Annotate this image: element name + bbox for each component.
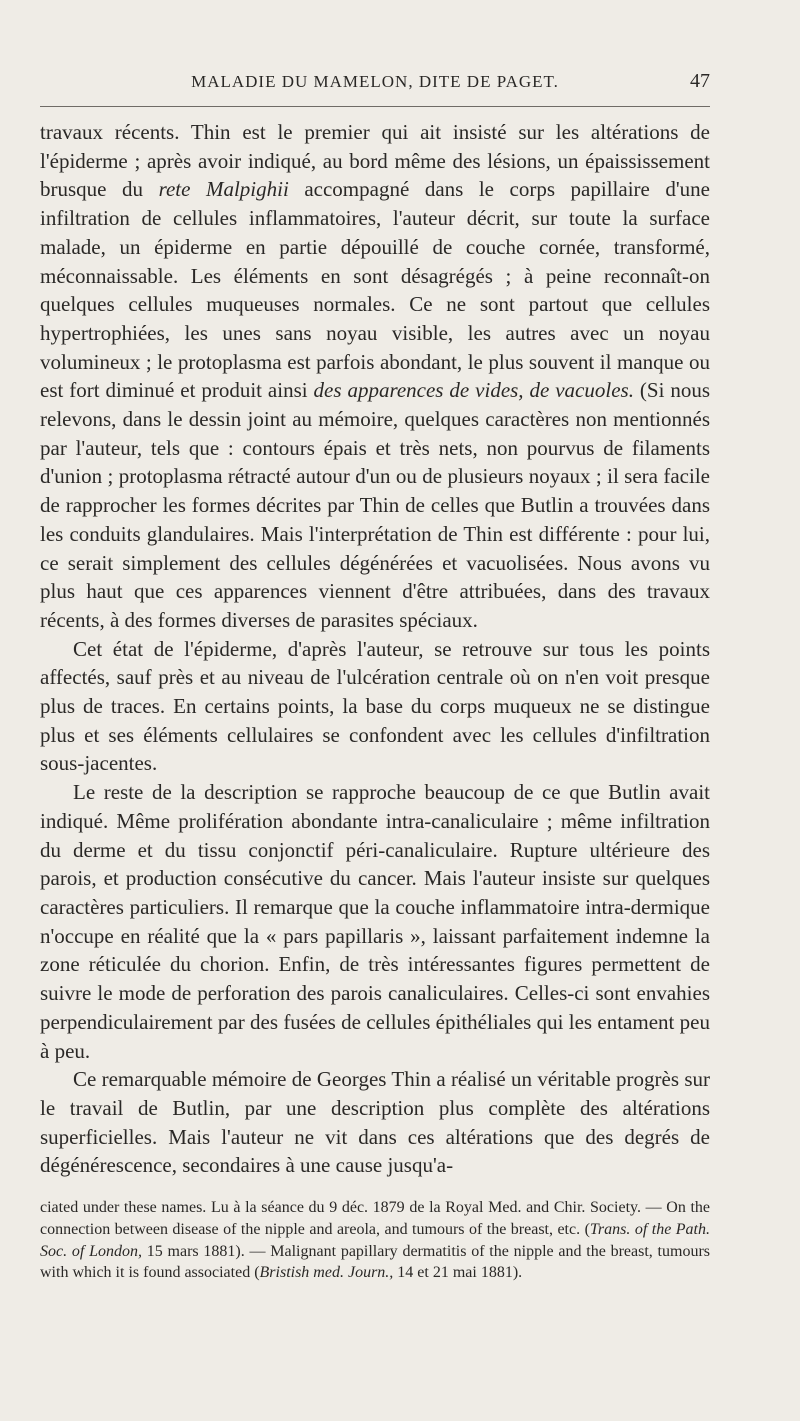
footnote-italic-journ: Bristish med. Journ., — [259, 1264, 394, 1282]
footnote-text-a: ciated under these names. Lu à la séance du 9 déc. 1879 de la Royal Med. and Chir. Society. — On the connection between disease of the nipple and areola, and tumours of the breast, etc. ( — [40, 1199, 710, 1238]
footnote-italic-trans: Trans. of the Path. Soc. of London, — [40, 1220, 710, 1260]
page-number: 47 — [690, 70, 710, 92]
footnote — [40, 1197, 710, 1284]
paragraph-4: Ce remarquable mémoire de Georges Thin a réalisé un véritable progrès sur le travail de Butlin, par une description plus complète des altérations superficielles. Mais l'auteur ne vit dans ces altérations que des degrés de dégénérescence, secondaires à une cause jusqu'a- — [40, 1067, 710, 1178]
paragraph-1-text-a: travaux récents. Thin est le premier qui ait insisté sur les altérations de l'épiderme ; après avoir indiqué, au bord même des lésions, un épaississement brusque du — [40, 120, 710, 202]
footnote-text-e: 14 et 21 mai 1881). — [393, 1264, 523, 1282]
running-header — [40, 70, 710, 100]
paragraph-1 — [40, 118, 710, 635]
header-rule — [40, 106, 710, 107]
footnote-text — [40, 1197, 710, 1284]
paragraph-2: Cet état de l'épiderme, d'après l'auteur, se retrouve sur tous les points affectés, sauf près et au niveau de l'ulcération centrale où on n'en voit presque plus de traces. En certains points, la base du corps muqueux ne se distingue plus et ses éléments cellulaires se confondent avec les cellules d'infiltration sous-jacentes. — [40, 636, 710, 776]
running-title: MALADIE DU MAMELON, DITE DE PAGET. — [191, 72, 559, 91]
paragraph-3: Le reste de la description se rapproche beaucoup de ce que Butlin avait indiqué. Même prolifération abondante intra-canaliculaire ; même infiltration du derme et du tissu conjonctif péri-canaliculaire. Rupture ultérieure des parois, et production consécutive du cancer. Mais l'auteur insiste sur quelques caractères particuliers. Il remarque que la couche inflammatoire intra-dermique n'occupe en réalité que la « pars papillaris », laissant parfaitement indemne la zone réticulée du chorion. Enfin, de très intéressantes figures permettent de suivre le mode de perforation des parois canaliculaires. Celles-ci sont envahies perpendiculairement par des fusées de cellules épithéliales qui les entament peu à peu. — [40, 780, 710, 1063]
paragraph-1-text-c: accompagné dans le corps papillaire d'une infiltration de cellules inflammatoires, l'auteur décrit, sur toute la surface malade, un épiderme en partie dépouillé de couche cornée, transformé, méconnaissable. Les éléments en sont désagrégés ; à peine reconnaît-on quelques cellules muqueuses normales. Ce ne sont partout que cellules hypertrophiées, les unes sans noyau visible, les autres avec un noyau volumineux ; le protoplasma est parfois abondant, le plus souvent il manque ou est fort diminué et produit ainsi — [40, 177, 710, 403]
paragraph-1-text-e: (Si nous relevons, dans le dessin joint au mémoire, quelques caractères non mentionnés par l'auteur, tels que : contours épais et très nets, non pourvus de filaments d'union ; protoplasma rétracté autour d'un ou de plusieurs noyaux ; il sera facile de rapprocher les formes décrites par Thin de celles que Butlin a trouvées dans les conduits glandulaires. Mais l'interprétation de Thin est différente : pour lui, ce serait simplement des cellules dégénérées et vacuolisées. Nous avons vu plus haut que ces apparences viennent d'être attribuées, dans des travaux récents, à des formes diverses de parasites spéciaux. — [40, 378, 711, 632]
main-text — [40, 118, 710, 1180]
footnote-text-c: 15 mars 1881). — Malignant papillary dermatitis of the nipple and the breast, tumours with which it is found associated ( — [40, 1242, 710, 1282]
paragraph-1-italic-rete: rete Malpighii — [158, 177, 289, 202]
paragraph-1-italic-vacuoles: des apparences de vides, de vacuoles. — [313, 378, 634, 403]
